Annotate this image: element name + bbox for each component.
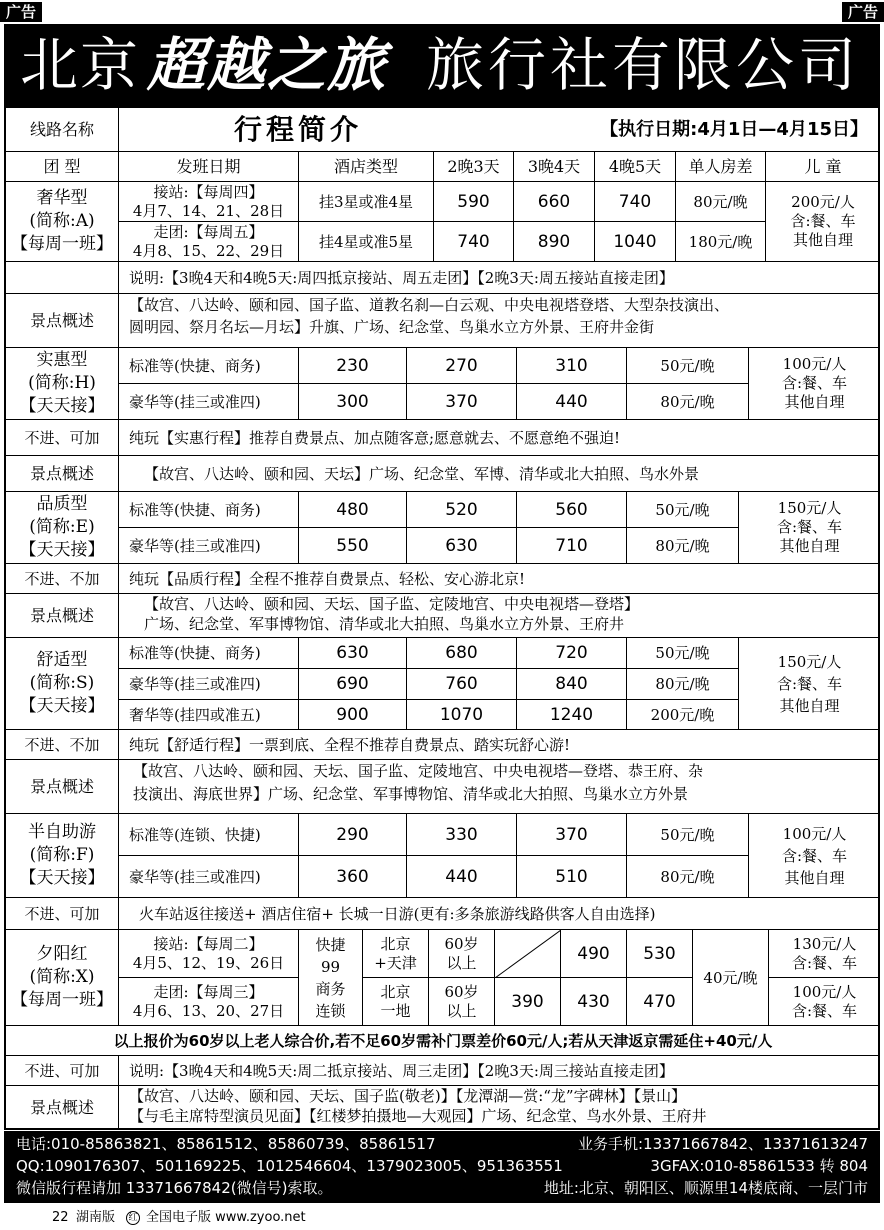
sunset-scenic-label: 景点概述 bbox=[6, 1086, 119, 1130]
route-value-name bbox=[6, 348, 119, 420]
luxury-note: 说明:【3晚4天和4晚5天:周四抵京接站、周五走团】【2晚3天:周五接站直接走团】 bbox=[119, 262, 880, 294]
route-sunset-code: (简称:X) bbox=[29, 967, 95, 987]
quality-price-4n5d-1: 560 bbox=[517, 492, 627, 528]
luxury-single-2: 180元/晚 bbox=[676, 222, 766, 262]
execution-date: 【执行日期:4月1日—4月15日】 bbox=[600, 118, 868, 140]
value-single-2: 80元/晚 bbox=[627, 384, 749, 420]
semi-hotel-1: 标准等(连锁、快捷) bbox=[119, 814, 299, 856]
quality-hotel-2: 豪华等(挂三或准四) bbox=[119, 528, 299, 564]
sunset-hotel-line-2: 99 bbox=[320, 957, 341, 976]
quality-child-fee: 150元/人 bbox=[777, 499, 842, 517]
route-value-code: (简称:H) bbox=[28, 373, 96, 393]
route-luxury-code: (简称:A) bbox=[29, 211, 95, 231]
red-badge-icon: 红 bbox=[126, 1211, 140, 1225]
footer-fax: 3GFAX:010-85861533 转 804 bbox=[650, 1157, 868, 1175]
value-child-fee: 100元/人 bbox=[782, 355, 847, 373]
sunset-scenic-line-2: 【与毛主席特型演员见面】【红楼梦拍摄地—大观园】广场、纪念堂、鸟水外景、王府井 bbox=[129, 1107, 707, 1125]
quality-scenic-line-1: 【故宫、八达岭、颐和园、天坛、国子监、定陵地宫、中央电视塔—登塔】 bbox=[144, 595, 640, 613]
luxury-price-4n5d-2: 1040 bbox=[595, 222, 676, 262]
footer-qq: QQ:1090176307、501169225、1012546604、1379023005、951363551 bbox=[16, 1157, 563, 1175]
luxury-child-fee: 200元/人 bbox=[791, 193, 855, 211]
sunset-scenic-line-1: 【故宫、八达岭、颐和园、天坛、国子监(敬老)】【龙潭湖—赏:“龙”字碑林】【景山】 bbox=[129, 1087, 687, 1105]
luxury-arrive-day: 接站:【每周四】 bbox=[153, 182, 264, 201]
page-footer-strip bbox=[0, 1206, 884, 1230]
quality-hotel-1: 标准等(快捷、商务) bbox=[119, 492, 299, 528]
quality-child-includes: 含:餐、车 bbox=[776, 518, 843, 536]
quality-price-3n4d-2: 630 bbox=[407, 528, 517, 564]
route-semi-code: (简称:F) bbox=[29, 845, 95, 865]
luxury-price-3n4d-2: 890 bbox=[514, 222, 595, 262]
semi-price-2n3d-1: 290 bbox=[299, 814, 407, 856]
sunset-single: 40元/晚 bbox=[693, 930, 769, 1026]
title-part-brand: 超越之旅 bbox=[147, 31, 388, 99]
sunset-price-2n3d-1-empty bbox=[495, 930, 561, 978]
comfort-price-4n5d-2: 840 bbox=[517, 669, 627, 700]
value-hotel-1: 标准等(快捷、商务) bbox=[119, 348, 299, 384]
luxury-arrive-dates: 4月7、14、21、28日 bbox=[132, 201, 285, 220]
luxury-price-2n3d-1: 590 bbox=[434, 182, 514, 222]
comfort-price-3n4d-3: 1070 bbox=[407, 700, 517, 730]
ad-tag-right: 广告 bbox=[842, 2, 884, 22]
itinerary-heading: 行程简介 bbox=[234, 112, 363, 146]
semi-price-3n4d-2: 440 bbox=[407, 856, 517, 898]
luxury-single-1: 80元/晚 bbox=[676, 182, 766, 222]
luxury-depart-day: 走团:【每周五】 bbox=[153, 222, 264, 241]
sunset-arrive-dates: 4月5、12、19、26日 bbox=[132, 953, 285, 972]
route-luxury-title: 奢华型 bbox=[36, 188, 88, 208]
value-scenic: 【故宫、八达岭、颐和园、天坛】广场、纪念堂、军博、清华或北大拍照、鸟水外景 bbox=[119, 456, 880, 492]
semi-child-includes: 含:餐、车 bbox=[781, 846, 848, 865]
route-comfort-code: (简称:S) bbox=[29, 673, 95, 693]
col-header-child: 儿 童 bbox=[766, 152, 880, 182]
quality-price-4n5d-2: 710 bbox=[517, 528, 627, 564]
value-price-3n4d-1: 270 bbox=[407, 348, 517, 384]
sunset-child-price-1 bbox=[769, 930, 880, 978]
sunset-hotel-line-1: 快捷 bbox=[315, 935, 346, 954]
sunset-origin-1-extra: +天津 bbox=[374, 953, 417, 972]
comfort-scenic-line-1: 【故宫、八达岭、颐和园、天坛、国子监、定陵地宫、中央电视塔—登塔、恭王府、杂 bbox=[133, 762, 704, 780]
semi-single-1: 50元/晚 bbox=[627, 814, 749, 856]
title-part-beijing: 北京 bbox=[20, 31, 141, 99]
comfort-scenic-line-2: 技演出、海底世界】广场、纪念堂、军事博物馆、清华或北大拍照、鸟巢水立方外景 bbox=[133, 785, 689, 803]
semi-child-other: 其他自理 bbox=[784, 868, 845, 887]
quality-single-1: 50元/晚 bbox=[627, 492, 739, 528]
comfort-single-2: 80元/晚 bbox=[627, 669, 739, 700]
sunset-age-2-qualifier: 以上 bbox=[446, 1001, 477, 1020]
sunset-arrive-day: 接站:【每周二】 bbox=[153, 934, 264, 953]
company-title-banner bbox=[4, 24, 880, 106]
footer-wechat: 微信版行程请加 13371667842(微信号)索取。 bbox=[16, 1179, 333, 1197]
itinerary-table bbox=[4, 106, 880, 1130]
route-comfort-title: 舒适型 bbox=[36, 650, 88, 670]
sunset-origin-1-city: 北京 bbox=[380, 934, 411, 953]
comfort-policy: 纯玩【舒适行程】一票到底、全程不推荐自费景点、踏实玩舒心游! bbox=[119, 730, 880, 760]
sunset-policy: 说明:【3晚4天和4晚5天:周二抵京接站、周三走团】【2晚3天:周三接站直接走团】 bbox=[119, 1056, 880, 1086]
comfort-child-other: 其他自理 bbox=[779, 696, 840, 715]
sunset-child-2-fee: 100元/人 bbox=[792, 982, 857, 1001]
title-part-company: 旅行社有限公司 bbox=[426, 31, 861, 99]
luxury-scenic-line-1: 【故宫、八达岭、颐和园、国子监、道教名刹—白云观、中央电视塔登塔、大型杂技演出、 bbox=[129, 296, 730, 314]
value-scenic-label: 景点概述 bbox=[6, 456, 119, 492]
site-link[interactable]: 全国电子版 www.zyoo.net bbox=[146, 1210, 306, 1225]
sunset-child-price-2 bbox=[769, 978, 880, 1026]
quality-policy-label: 不进、不加 bbox=[6, 564, 119, 594]
contact-footer bbox=[4, 1131, 880, 1203]
value-policy-label: 不进、可加 bbox=[6, 420, 119, 456]
top-stripe bbox=[0, 0, 884, 24]
sunset-price-2n3d-2: 390 bbox=[495, 978, 561, 1026]
comfort-scenic bbox=[119, 760, 880, 814]
footer-phone: 电话:010-85863821、85861512、85860739、85861517 bbox=[16, 1135, 436, 1153]
comfort-single-3: 200元/晚 bbox=[627, 700, 739, 730]
route-sunset-frequency: 【每周一班】 bbox=[11, 990, 113, 1010]
itinerary-heading-cell bbox=[119, 108, 880, 152]
footer-address: 地址:北京、朝阳区、顺源里14楼底商、一层门市 bbox=[543, 1179, 868, 1197]
semi-single-2: 80元/晚 bbox=[627, 856, 749, 898]
value-price-4n5d-1: 310 bbox=[517, 348, 627, 384]
sunset-child-1-fee: 130元/人 bbox=[792, 934, 857, 953]
col-header-3n4d: 3晚4天 bbox=[514, 152, 595, 182]
value-price-3n4d-2: 370 bbox=[407, 384, 517, 420]
sunset-origin-2 bbox=[363, 978, 429, 1026]
sunset-hotel-line-3: 商务 bbox=[315, 979, 346, 998]
sunset-hotel-type bbox=[299, 930, 363, 1026]
semi-policy: 火车站返往接送+ 酒店住宿+ 长城一日游(更有:多条旅游线路供客人自由选择) bbox=[119, 898, 880, 930]
comfort-hotel-2: 豪华等(挂三或准四) bbox=[119, 669, 299, 700]
quality-price-2n3d-1: 480 bbox=[299, 492, 407, 528]
col-header-2n3d: 2晚3天 bbox=[434, 152, 514, 182]
sunset-age-2 bbox=[429, 978, 495, 1026]
route-semi-name bbox=[6, 814, 119, 898]
luxury-scenic-label: 景点概述 bbox=[6, 294, 119, 348]
sunset-hotel-line-4: 连锁 bbox=[315, 1001, 346, 1020]
route-value-title: 实惠型 bbox=[36, 350, 88, 370]
sunset-price-4n5d-1: 530 bbox=[627, 930, 693, 978]
sunset-origin-2-extra: 一地 bbox=[380, 1001, 411, 1020]
quality-policy: 纯玩【品质行程】全程不推荐自费景点、轻松、安心游北京! bbox=[119, 564, 880, 594]
quality-scenic bbox=[119, 594, 880, 638]
luxury-child-other: 其他自理 bbox=[792, 231, 853, 249]
semi-price-4n5d-2: 510 bbox=[517, 856, 627, 898]
semi-price-3n4d-1: 330 bbox=[407, 814, 517, 856]
sunset-price-3n4d-2: 430 bbox=[561, 978, 627, 1026]
luxury-note-spacer bbox=[6, 262, 119, 294]
route-sunset-title: 夕阳红 bbox=[36, 944, 88, 964]
col-header-4n5d: 4晚5天 bbox=[595, 152, 676, 182]
sunset-price-4n5d-2: 470 bbox=[627, 978, 693, 1026]
comfort-hotel-3: 奢华等(挂四或准五) bbox=[119, 700, 299, 730]
comfort-policy-label: 不进、不加 bbox=[6, 730, 119, 760]
sunset-depart-day: 走团:【每周三】 bbox=[153, 982, 264, 1001]
comfort-price-2n3d-3: 900 bbox=[299, 700, 407, 730]
page-number: 22 bbox=[52, 1210, 69, 1225]
value-price-2n3d-1: 230 bbox=[299, 348, 407, 384]
luxury-child-includes: 含:餐、车 bbox=[790, 212, 856, 230]
comfort-price-3n4d-2: 760 bbox=[407, 669, 517, 700]
value-policy: 纯玩【实惠行程】推荐自费景点、加点随客意;愿意就去、不愿意绝不强迫! bbox=[119, 420, 880, 456]
sunset-age-2-value: 60岁 bbox=[444, 982, 479, 1001]
quality-child-other: 其他自理 bbox=[779, 537, 840, 555]
comfort-price-2n3d-2: 690 bbox=[299, 669, 407, 700]
sunset-arrive-schedule bbox=[119, 930, 299, 978]
sunset-scenic bbox=[119, 1086, 880, 1130]
sunset-age-1 bbox=[429, 930, 495, 978]
value-hotel-2: 豪华等(挂三或准四) bbox=[119, 384, 299, 420]
comfort-price-2n3d-1: 630 bbox=[299, 638, 407, 669]
quality-child-price bbox=[739, 492, 880, 564]
route-quality-title: 品质型 bbox=[36, 494, 88, 514]
route-luxury-frequency: 【每周一班】 bbox=[11, 234, 113, 254]
route-luxury-name bbox=[6, 182, 119, 262]
luxury-scenic-line-2: 圆明园、祭月名坛—月坛】升旗、广场、纪念堂、鸟巢水立方外景、王府井金街 bbox=[129, 318, 655, 336]
route-quality-name bbox=[6, 492, 119, 564]
route-comfort-frequency: 【天天接】 bbox=[19, 696, 105, 716]
quality-single-2: 80元/晚 bbox=[627, 528, 739, 564]
ad-tag-left: 广告 bbox=[0, 2, 42, 22]
luxury-price-3n4d-1: 660 bbox=[514, 182, 595, 222]
comfort-child-includes: 含:餐、车 bbox=[776, 674, 843, 693]
diagonal-slash-icon bbox=[495, 930, 561, 978]
route-quality-frequency: 【天天接】 bbox=[19, 540, 105, 560]
route-comfort-name bbox=[6, 638, 119, 730]
value-single-1: 50元/晚 bbox=[627, 348, 749, 384]
col-header-departure: 发班日期 bbox=[119, 152, 299, 182]
sunset-child-2-includes: 含:餐、车 bbox=[791, 1001, 858, 1020]
comfort-scenic-label: 景点概述 bbox=[6, 760, 119, 814]
comfort-child-fee: 150元/人 bbox=[777, 652, 842, 671]
col-header-group-type: 团 型 bbox=[6, 152, 119, 182]
col-header-single-supplement: 单人房差 bbox=[676, 152, 766, 182]
quality-scenic-line-2: 广场、纪念堂、军事博物馆、清华或北大拍照、鸟巢水立方外景、王府井 bbox=[144, 615, 625, 633]
route-semi-title: 半自助游 bbox=[28, 822, 96, 842]
luxury-arrive-schedule bbox=[119, 182, 299, 222]
semi-policy-label: 不进、可加 bbox=[6, 898, 119, 930]
col-header-hotel: 酒店类型 bbox=[299, 152, 434, 182]
semi-child-price bbox=[749, 814, 880, 898]
quality-scenic-label: 景点概述 bbox=[6, 594, 119, 638]
semi-price-2n3d-2: 360 bbox=[299, 856, 407, 898]
route-semi-frequency: 【天天接】 bbox=[19, 868, 105, 888]
comfort-price-3n4d-1: 680 bbox=[407, 638, 517, 669]
value-child-price bbox=[749, 348, 880, 420]
value-price-4n5d-2: 440 bbox=[517, 384, 627, 420]
quality-price-2n3d-2: 550 bbox=[299, 528, 407, 564]
comfort-hotel-1: 标准等(快捷、商务) bbox=[119, 638, 299, 669]
comfort-price-4n5d-1: 720 bbox=[517, 638, 627, 669]
luxury-depart-schedule bbox=[119, 222, 299, 262]
sunset-policy-label: 不进、可加 bbox=[6, 1056, 119, 1086]
edition-label: 湖南版 bbox=[76, 1210, 116, 1225]
sunset-age-1-qualifier: 以上 bbox=[446, 953, 477, 972]
route-sunset-name bbox=[6, 930, 119, 1026]
sunset-age-1-value: 60岁 bbox=[444, 934, 479, 953]
quality-price-3n4d-1: 520 bbox=[407, 492, 517, 528]
semi-hotel-2: 豪华等(挂三或准四) bbox=[119, 856, 299, 898]
value-child-other: 其他自理 bbox=[784, 393, 845, 411]
semi-price-4n5d-1: 370 bbox=[517, 814, 627, 856]
luxury-price-4n5d-1: 740 bbox=[595, 182, 676, 222]
sunset-depart-dates: 4月6、13、20、27日 bbox=[132, 1001, 285, 1020]
route-quality-code: (简称:E) bbox=[29, 517, 95, 537]
luxury-hotel-1: 挂3星或准4星 bbox=[299, 182, 434, 222]
value-child-includes: 含:餐、车 bbox=[781, 374, 848, 392]
route-value-frequency: 【天天接】 bbox=[19, 396, 105, 416]
value-price-2n3d-2: 300 bbox=[299, 384, 407, 420]
comfort-single-1: 50元/晚 bbox=[627, 638, 739, 669]
comfort-child-price bbox=[739, 638, 880, 730]
sunset-child-1-includes: 含:餐、车 bbox=[791, 953, 858, 972]
luxury-hotel-2: 挂4星或准5星 bbox=[299, 222, 434, 262]
luxury-child-price bbox=[766, 182, 880, 262]
semi-child-fee: 100元/人 bbox=[782, 824, 847, 843]
sunset-depart-schedule bbox=[119, 978, 299, 1026]
sunset-senior-notice: 以上报价为60岁以上老人综合价,若不足60岁需补门票差价60元/人;若从天津返京需延住+40元/人 bbox=[6, 1026, 880, 1056]
luxury-depart-dates: 4月8、15、22、29日 bbox=[132, 241, 285, 260]
sunset-price-3n4d-1: 490 bbox=[561, 930, 627, 978]
route-name-label: 线路名称 bbox=[6, 108, 119, 152]
sunset-origin-2-city: 北京 bbox=[380, 982, 411, 1001]
footer-mobile: 业务手机:13371667842、13371613247 bbox=[577, 1135, 868, 1153]
luxury-scenic bbox=[119, 294, 880, 348]
comfort-price-4n5d-3: 1240 bbox=[517, 700, 627, 730]
sunset-origin-1 bbox=[363, 930, 429, 978]
luxury-price-2n3d-2: 740 bbox=[434, 222, 514, 262]
